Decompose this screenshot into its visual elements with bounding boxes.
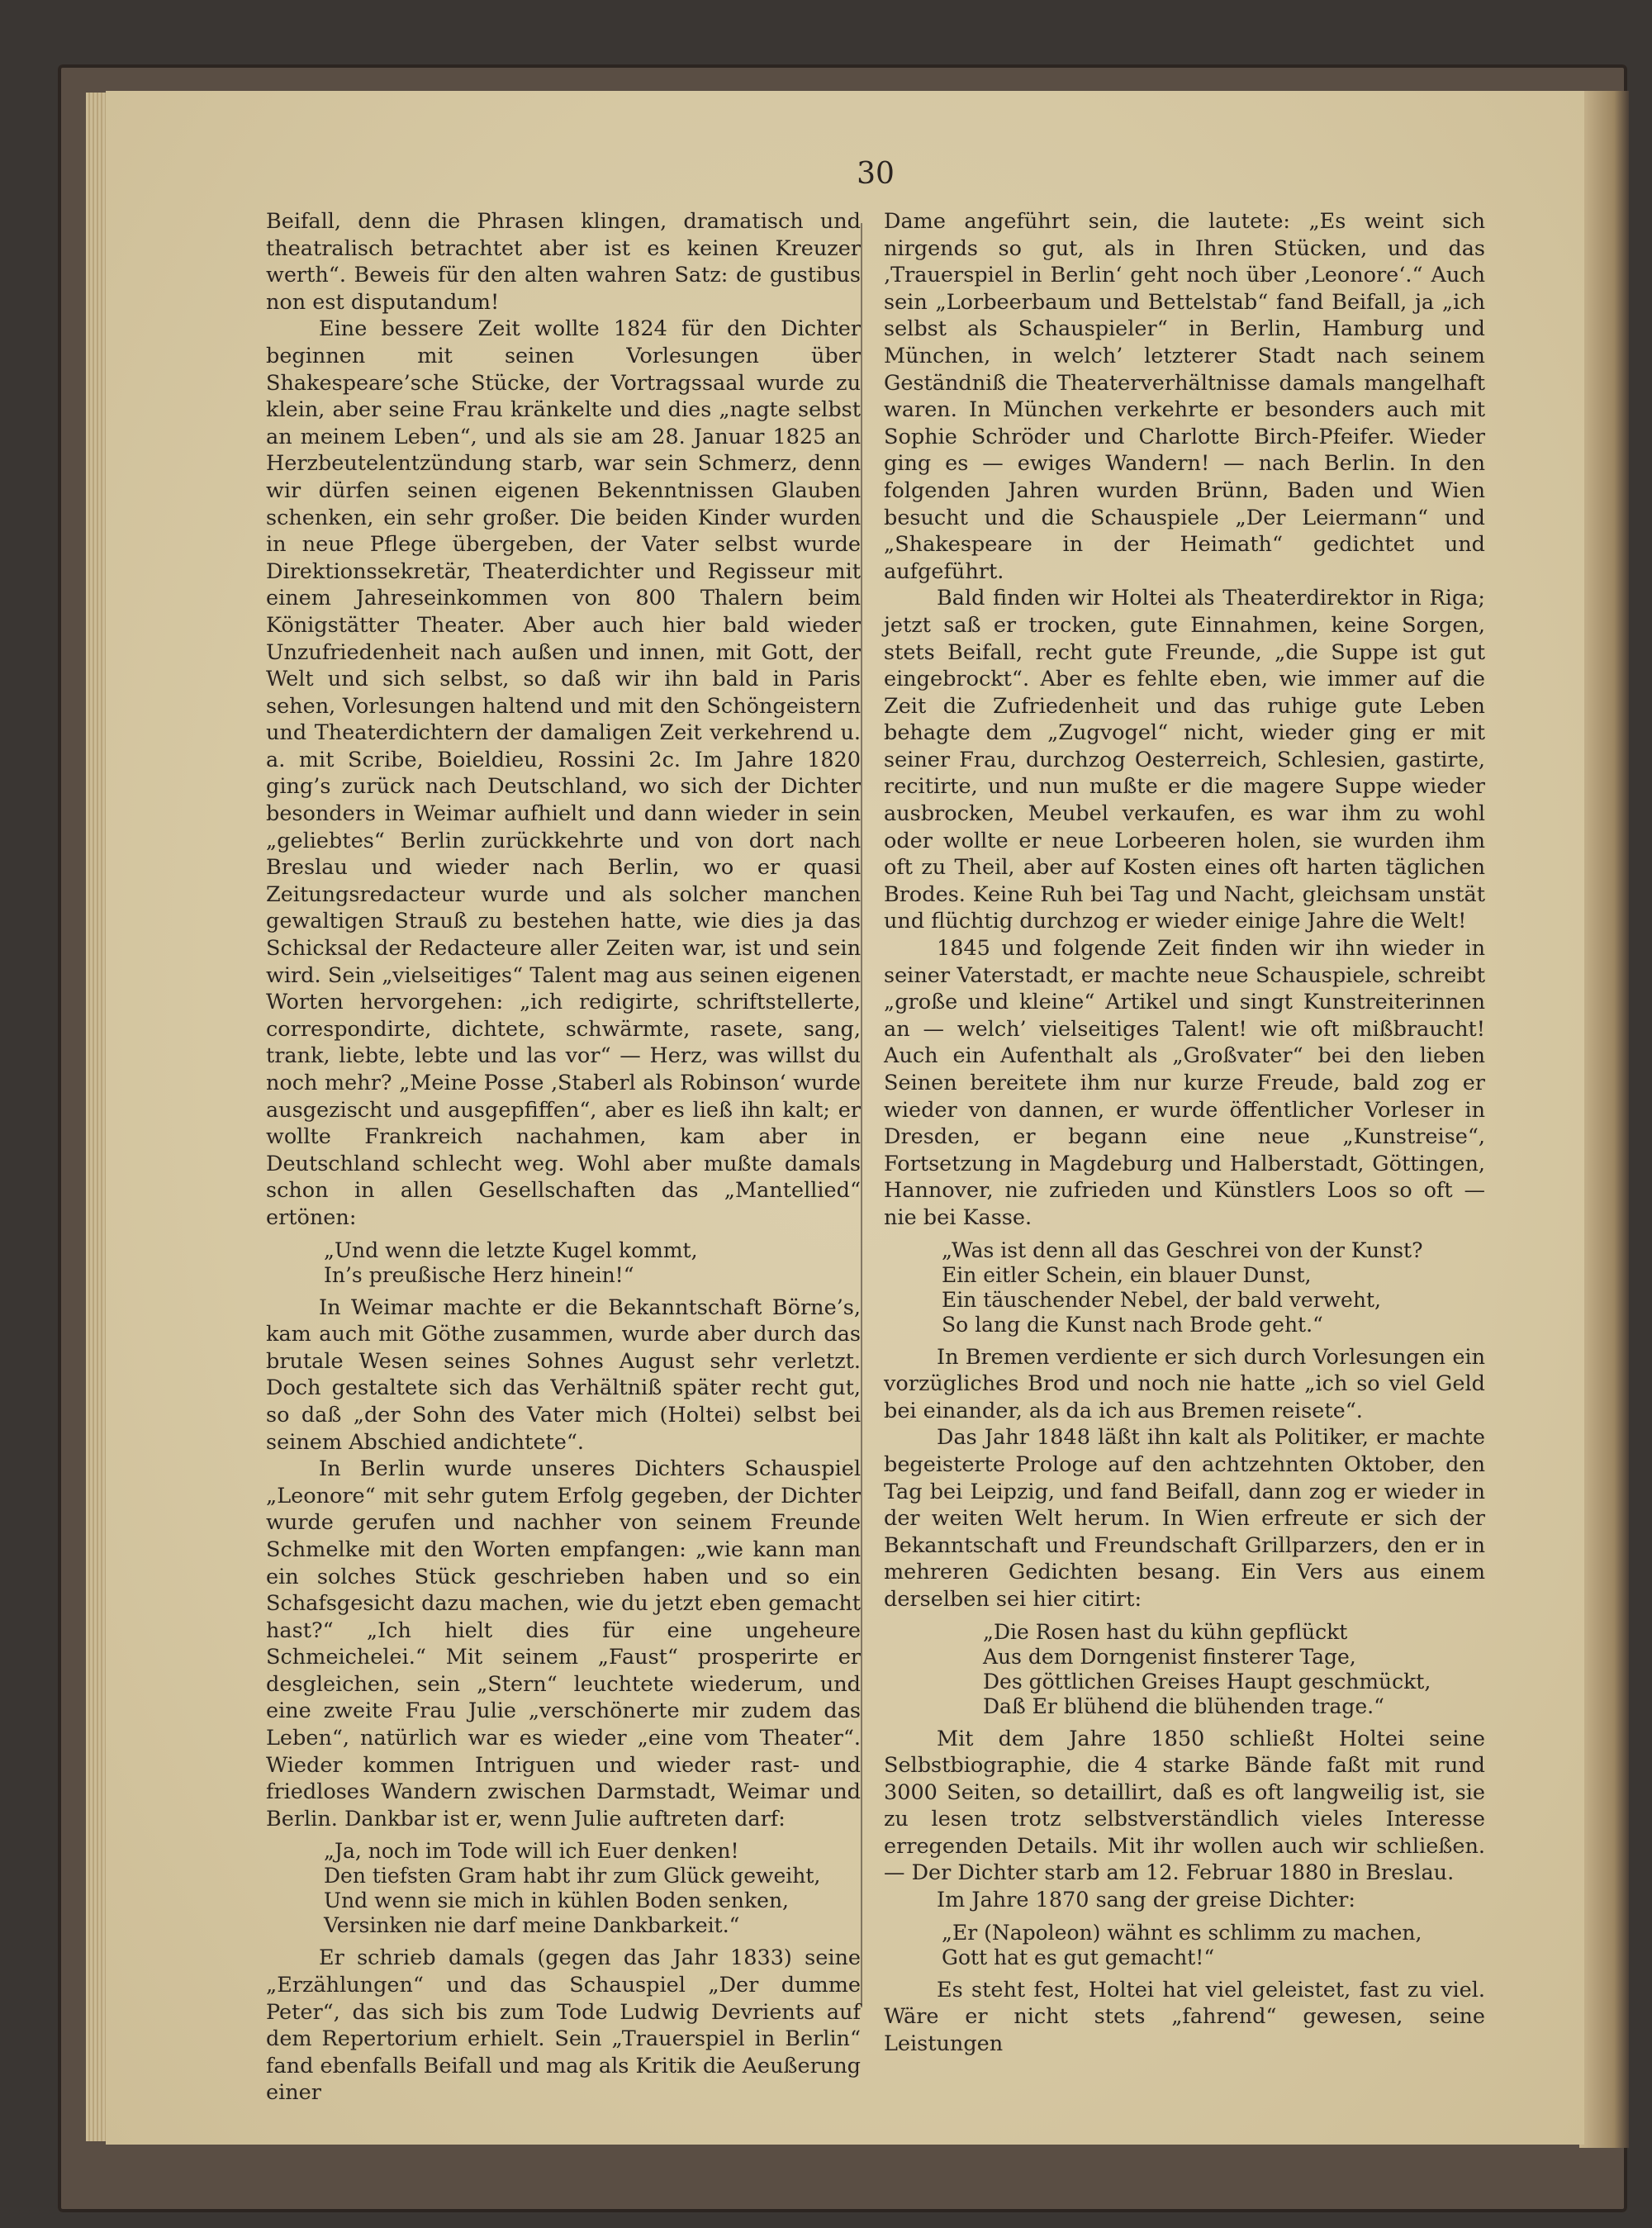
verse-line: „Ja, noch im Tode will ich Euer denken!: [324, 1839, 739, 1864]
column-divider: [861, 223, 862, 2007]
verse-line: So lang die Kunst nach Brode geht.“: [942, 1312, 1323, 1337]
paragraph: Er schrieb damals (gegen das Jahr 1833) seine „Erzählungen“ und das Schauspiel „Der dumme Peter“, das sich bis zum Tode Ludwig Devrients auf dem Repertorium erhielt. Sein „Trauerspiel in Berlin“ fand ebenfalls Beifall und mag als Kritik die Aeußerung einer: [266, 1945, 861, 2106]
paragraph: Es steht fest, Holtei hat viel geleistet, fast zu viel. Wäre er nicht stets „fahrend“ gewesen, seine Leistungen: [884, 1977, 1485, 2056]
verse-line: „Und wenn die letzte Kugel kommt,: [324, 1238, 698, 1262]
paragraph: 1845 und folgende Zeit finden wir ihn wieder in seiner Vaterstadt, er machte neue Schauspiele, schreibt „große und kleine“ Artikel und singt Kunstreiterinnen an — welch’ vielseitiges Talent! wie oft mißbraucht! Auch ein Aufenthalt als „Großvater“ bei den lieben Seinen bereitete ihm nur kurze Freude, bald zog er wieder von dannen, er wurde öffentlicher Vorleser in Dresden, er begann eine neue „Kunstreise“, Fortsetzung in Magdeburg und Halberstadt, Göttingen, Hannover, nie zufrieden und Künstlers Loos so oft — nie bei Kasse.: [884, 936, 1485, 1230]
paragraph: Beifall, denn die Phrasen klingen, dramatisch und theatralisch betrachtet aber ist es keinen Kreuzer werth“. Beweis für den alten wahren Satz: de gustibus non est disputandum!: [266, 209, 861, 315]
page-stack-edge-right: [1579, 91, 1629, 2148]
verse-line: Und wenn sie mich in kühlen Boden senken,: [324, 1888, 790, 1913]
paragraph: In Weimar machte er die Bekanntschaft Börne’s, kam auch mit Göthe zusammen, wurde aber durch das brutale Wesen seines Sohnes August sehr verletzt. Doch gestaltete sich das Verhältniß später recht gut, so daß „der Sohn des Vater mich (Holtei) selbst bei seinem Abschied andichtete“.: [266, 1295, 861, 1455]
page-number: 30: [857, 157, 895, 191]
verse-line: In’s preußische Herz hinein!“: [324, 1262, 634, 1287]
paragraph: Bald finden wir Holtei als Theaterdirektor in Riga; jetzt saß er trocken, gute Einnahmen, keine Sorgen, stets Beifall, recht gute Freunde, „die Suppe ist gut eingebrockt“. Aber es fehlte eben, wie immer auf die Zeit die Zufriedenheit und das ruhige gute Leben behagte dem „Zugvogel“ nicht, wieder ging er mit seiner Frau, durchzog Oesterreich, Schlesien, gastirte, recitirte, und nun mußte er die magere Suppe wieder ausbrocken, Meubel verkaufen, es war ihm zu wohl oder wollte er neue Lorbeeren holen, sie wurden ihm oft zu Theil, aber auf Kosten eines oft harten täglichen Brodes. Keine Ruh bei Tag und Nacht, gleichsam unstät und flüchtig durchzog er wieder einige Jahre die Welt!: [884, 586, 1485, 934]
verse-line: Aus dem Dorngenist finsterer Tage,: [983, 1644, 1356, 1669]
paragraph: Dame angeführt sein, die lautete: „Es weint sich nirgends so gut, als in Ihren Stücken, und das ‚Trauerspiel in Berlin‘ geht noch über ‚Leonore‘.“ Auch sein „Lorbeerbaum und Bettelstab“ fand Beifall, ja „ich selbst als Schauspieler“ in Berlin, Hamburg und München, in welch’ letzterer Stadt nach seinem Geständniß die Theaterverhältnisse damals mangelhaft waren. In München verkehrte er besonders auch mit Sophie Schröder und Charlotte Birch-Pfeifer. Wieder ging es — ewiges Wandern! — nach Berlin. In den folgenden Jahren wurden Brünn, Baden und Wien besucht und die Schauspiele „Der Leiermann“ und „Shakespeare in der Heimath“ gedichtet und aufgeführt.: [884, 209, 1485, 584]
verse-line: „Er (Napoleon) wähnt es schlimm zu machen,: [942, 1920, 1422, 1945]
paragraph: Mit dem Jahre 1850 schließt Holtei seine Selbstbiographie, die 4 starke Bände faßt mit rund 3000 Seiten, so detaillirt, daß es oft langweilig ist, sie zu lesen trotz selbstverständlich vieles Interesse erregenden Details. Mit ihr wollen auch wir schließen. — Der Dichter starb am 12. Februar 1880 in Breslau.: [884, 1726, 1485, 1886]
paragraph: Im Jahre 1870 sang der greise Dichter:: [937, 1888, 1355, 1913]
paragraph: Das Jahr 1848 läßt ihn kalt als Politiker, er machte begeisterte Prologe auf den achtzehnten Oktober, den Tag bei Leipzig, und fand Beifall, dann zog er wieder in der weiten Welt herum. In Wien erfreute er sich der Bekanntschaft und Freundschaft Grillparzers, den er in mehreren Gedichten besang. Ein Vers aus einem derselben sei hier citirt:: [884, 1425, 1485, 1612]
verse-block: [324, 1839, 861, 1938]
verse-line: Ein täuschender Nebel, der bald verweht,: [942, 1287, 1381, 1312]
verse-block: [942, 1921, 1485, 1970]
verse-block: [983, 1620, 1485, 1719]
verse-line: Versinken nie darf meine Dankbarkeit.“: [324, 1913, 740, 1938]
verse-block: [942, 1238, 1485, 1337]
verse-line: Den tiefsten Gram habt ihr zum Glück geweiht,: [324, 1864, 821, 1888]
left-text-column: [266, 208, 861, 2107]
verse-line: Daß Er blühend die blühenden trage.“: [983, 1694, 1384, 1718]
paragraph: In Berlin wurde unseres Dichters Schauspiel „Leonore“ mit sehr gutem Erfolg gegeben, der Dichter wurde gerufen und nachher von seinem Freunde Schmelke mit den Worten empfangen: „wie kann man ein solches Stück geschrieben haben und so ein Schafsgesicht dazu machen, wie du jetzt eben gemacht hast?“ „Ich hielt dies für eine ungeheure Schmeichelei.“ Mit seinem „Faust“ prosperirte er desgleichen, sein „Stern“ leuchtete wiederum, und eine zweite Frau Julie „verschönerte mir zudem das Leben“, natürlich war es wieder „eine vom Theater“. Wieder kommen Intriguen und wieder rast- und friedloses Wandern zwischen Darmstadt, Weimar und Berlin. Dankbar ist er, wenn Julie auftreten darf:: [266, 1456, 861, 1831]
verse-line: Ein eitler Schein, ein blauer Dunst,: [942, 1262, 1312, 1287]
verse-line: Des göttlichen Greises Haupt geschmückt,: [983, 1669, 1431, 1694]
verse-line: „Die Rosen hast du kühn gepflückt: [983, 1619, 1348, 1644]
verse-line: „Was ist denn all das Geschrei von der Kunst?: [942, 1238, 1423, 1262]
paragraph: Eine bessere Zeit wollte 1824 für den Dichter beginnen mit seinen Vorlesungen über Shakespeare’sche Stücke, der Vortragssaal wurde zu klein, aber seine Frau kränkelte und dies „nagte selbst an meinem Leben“, und als sie am 28. Januar 1825 an Herzbeutelentzündung starb, war sein Schmerz, denn wir dürfen seinen eigenen Bekenntnissen Glauben schenken, ein sehr großer. Die beiden Kinder wurden in neue Pflege übergeben, der Vater selbst wurde Direktionssekretär, Theaterdichter und Regisseur mit einem Jahreseinkommen von 800 Thalern beim Königstätter Theater. Aber auch hier bald wieder Unzufriedenheit nach außen und innen, mit Gott, der Welt und sich selbst, so daß wir ihn bald in Paris sehen, Vorlesungen haltend und mit den Schöngeistern und Theaterdichtern der damaligen Zeit verkehrend u. a. mit Scribe, Boieldieu, Rossini 2c. Im Jahre 1820 ging’s zurück nach Deutschland, wo sich der Dichter besonders in Weimar aufhielt und dann wieder in sein „geliebtes“ Berlin zurückkehrte und von dort nach Breslau und wieder nach Berlin, wo er quasi Zeitungsredacteur wurde und als solcher manchen gewaltigen Strauß zu bestehen hatte, wie dies ja das Schicksal der Redacteure aller Zeiten war, ist und sein wird. Sein „vielseitiges“ Talent mag aus seinen eigenen Worten hervorgehen: „ich redigirte, schriftstellerte, correspondirte, dichtete, schwärmte, rasete, sang, trank, liebte, lebte und las vor“ — Herz, was willst du noch mehr? „Meine Posse ‚Staberl als Robinson‘ wurde ausgezischt und ausgepfiffen“, aber es ließ ihn kalt; er wollte Frankreich nachahmen, kam aber in Deutschland schlecht weg. Wohl aber mußte damals schon in allen Gesellschaften das „Mantellied“ ertönen:: [266, 316, 861, 1230]
page-stack-edge-left: [86, 93, 106, 2141]
paragraph: In Bremen verdiente er sich durch Vorlesungen ein vorzügliches Brod und noch nie hatte „ich so viel Geld bei einander, als da ich aus Bremen reisete“.: [884, 1344, 1485, 1423]
verse-line: Gott hat es gut gemacht!“: [942, 1945, 1215, 1969]
right-text-column: [884, 208, 1485, 2057]
verse-block: [324, 1238, 861, 1288]
